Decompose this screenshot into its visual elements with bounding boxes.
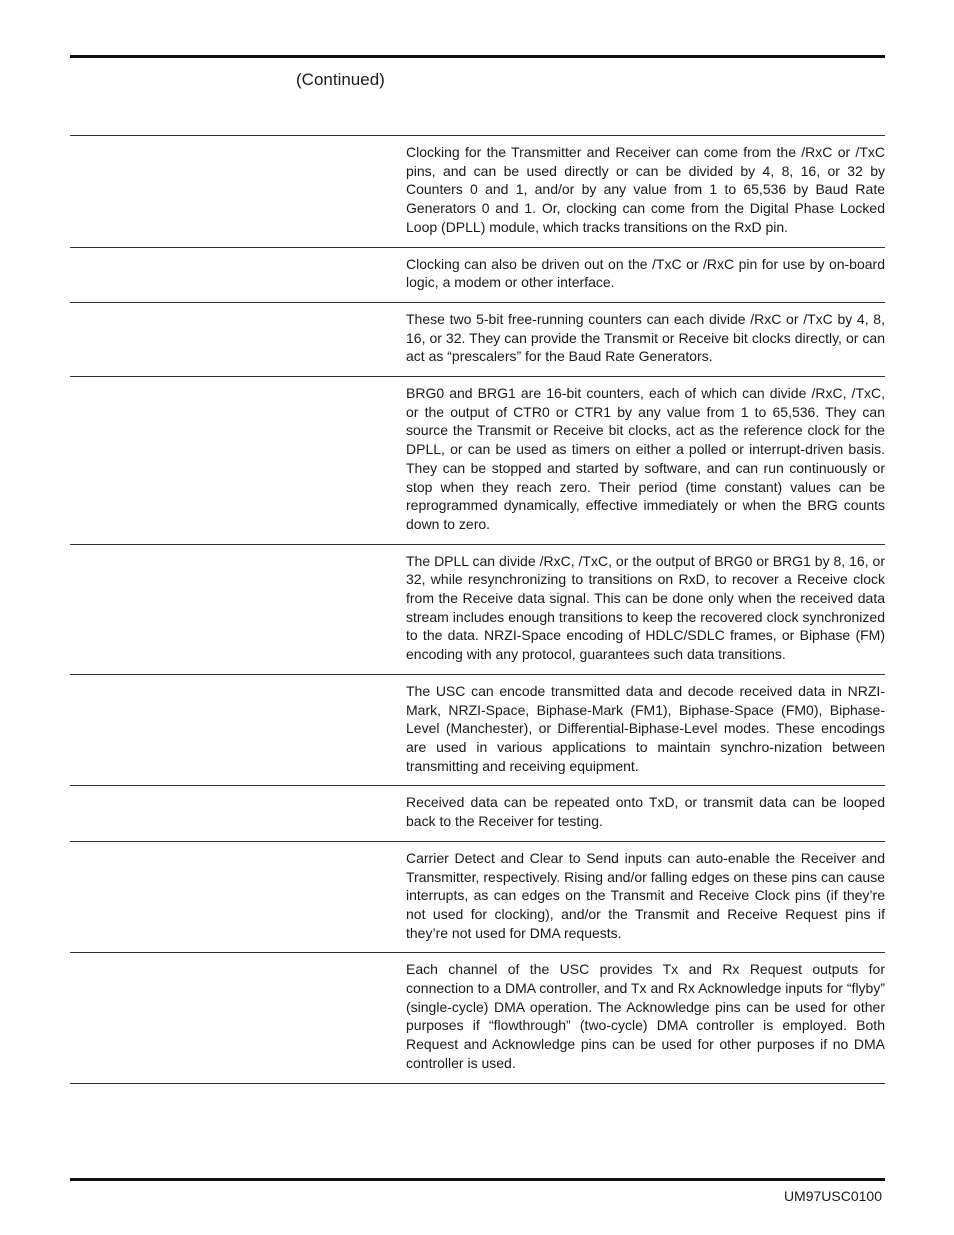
table-row: [70, 376, 885, 544]
table-row: [70, 785, 885, 840]
row-description: The USC can encode transmitted data and decode received data in NRZI-Mark, NRZI-Space, Biphase-Mark (FM1), Biphase-Space (FM0), Biphase-Level (Manchester), or Differential-Biphase-Level modes. These encodings are used in various applications to maintain synchro-nization between transmitting and receiving equipment.: [406, 682, 885, 774]
table-row: [70, 302, 885, 376]
row-description: Received data can be repeated onto TxD, or transmit data can be looped back to the Receiver for testing.: [406, 794, 885, 830]
row-description: BRG0 and BRG1 are 16-bit counters, each of which can divide /RxC, /TxC, or the output of CTR0 or CTR1 by any value from 1 to 65,536. They can source the Transmit or Receive bit clocks, act as the reference clock for the DPLL, or can be used as timers on either a polled or interrupt-driven basis. They can be stopped and started by software, and can run continuously or stop when they reach zero. Their period (time constant) values can be reprogrammed dynamically, effective immediately or when the BRG counts down to zero.: [406, 385, 885, 532]
table-row: [70, 952, 885, 1083]
feature-table: [70, 135, 885, 1084]
row-description: Clocking can also be driven out on the /TxC or /RxC pin for use by on-board logic, a modem or other interface.: [406, 255, 885, 291]
table-row: [70, 247, 885, 302]
table-row: [70, 674, 885, 786]
document-id: UM97USC0100: [783, 1188, 882, 1204]
bottom-rule: [70, 1178, 885, 1181]
table-row: [70, 841, 885, 953]
row-description: Each channel of the USC provides Tx and Rx Request outputs for connection to a DMA controller, and Tx and Rx Acknowledge inputs for “flyby” (single-cycle) DMA operation. The Acknowledge pins can be used for other purposes if “flowthrough” (two-cycle) DMA controller is employed. Both Request and Acknowledge pins can be used for other purposes if no DMA controller is used.: [406, 961, 885, 1071]
top-rule: [70, 55, 885, 58]
continued-label: (Continued): [296, 70, 385, 89]
row-description: The DPLL can divide /RxC, /TxC, or the output of BRG0 or BRG1 by 8, 16, or 32, while resynchronizing to transitions on RxD, to recover a Receive clock from the Receive data signal. This can be done only when the received data stream includes enough transitions to keep the recovered clock synchronized to the data. NRZI-Space encoding of HDLC/SDLC frames, or Biphase (FM) encoding with any protocol, guarantees such data transitions.: [406, 552, 885, 663]
table-row: [70, 544, 885, 674]
row-description: Carrier Detect and Clear to Send inputs can auto-enable the Receiver and Transmitter, respectively. Rising and/or falling edges on these pins can cause interrupts, as can edges on the Transmit and Receive Clock pins (if they’re not used for clocking), and/or the Transmit and Receive Request pins if they’re not used for DMA requests.: [406, 849, 885, 941]
table-row: [70, 135, 885, 247]
row-description: Clocking for the Transmitter and Receiver can come from the /RxC or /TxC pins, and can be used directly or can be divided by 4, 8, 16, or 32 by Counters 0 and 1, and/or by any value from 1 to 65,536 by Baud Rate Generators 0 and 1. Or, clocking can come from the Digital Phase Locked Loop (DPLL) module, which tracks transitions on the RxD pin.: [406, 144, 885, 235]
row-description: These two 5-bit free-running counters can each divide /RxC or /TxC by 4, 8, 16, or 32. They can provide the Transmit or Receive bit clocks directly, or can act as “prescalers” for the Baud Rate Generators.: [406, 310, 885, 365]
